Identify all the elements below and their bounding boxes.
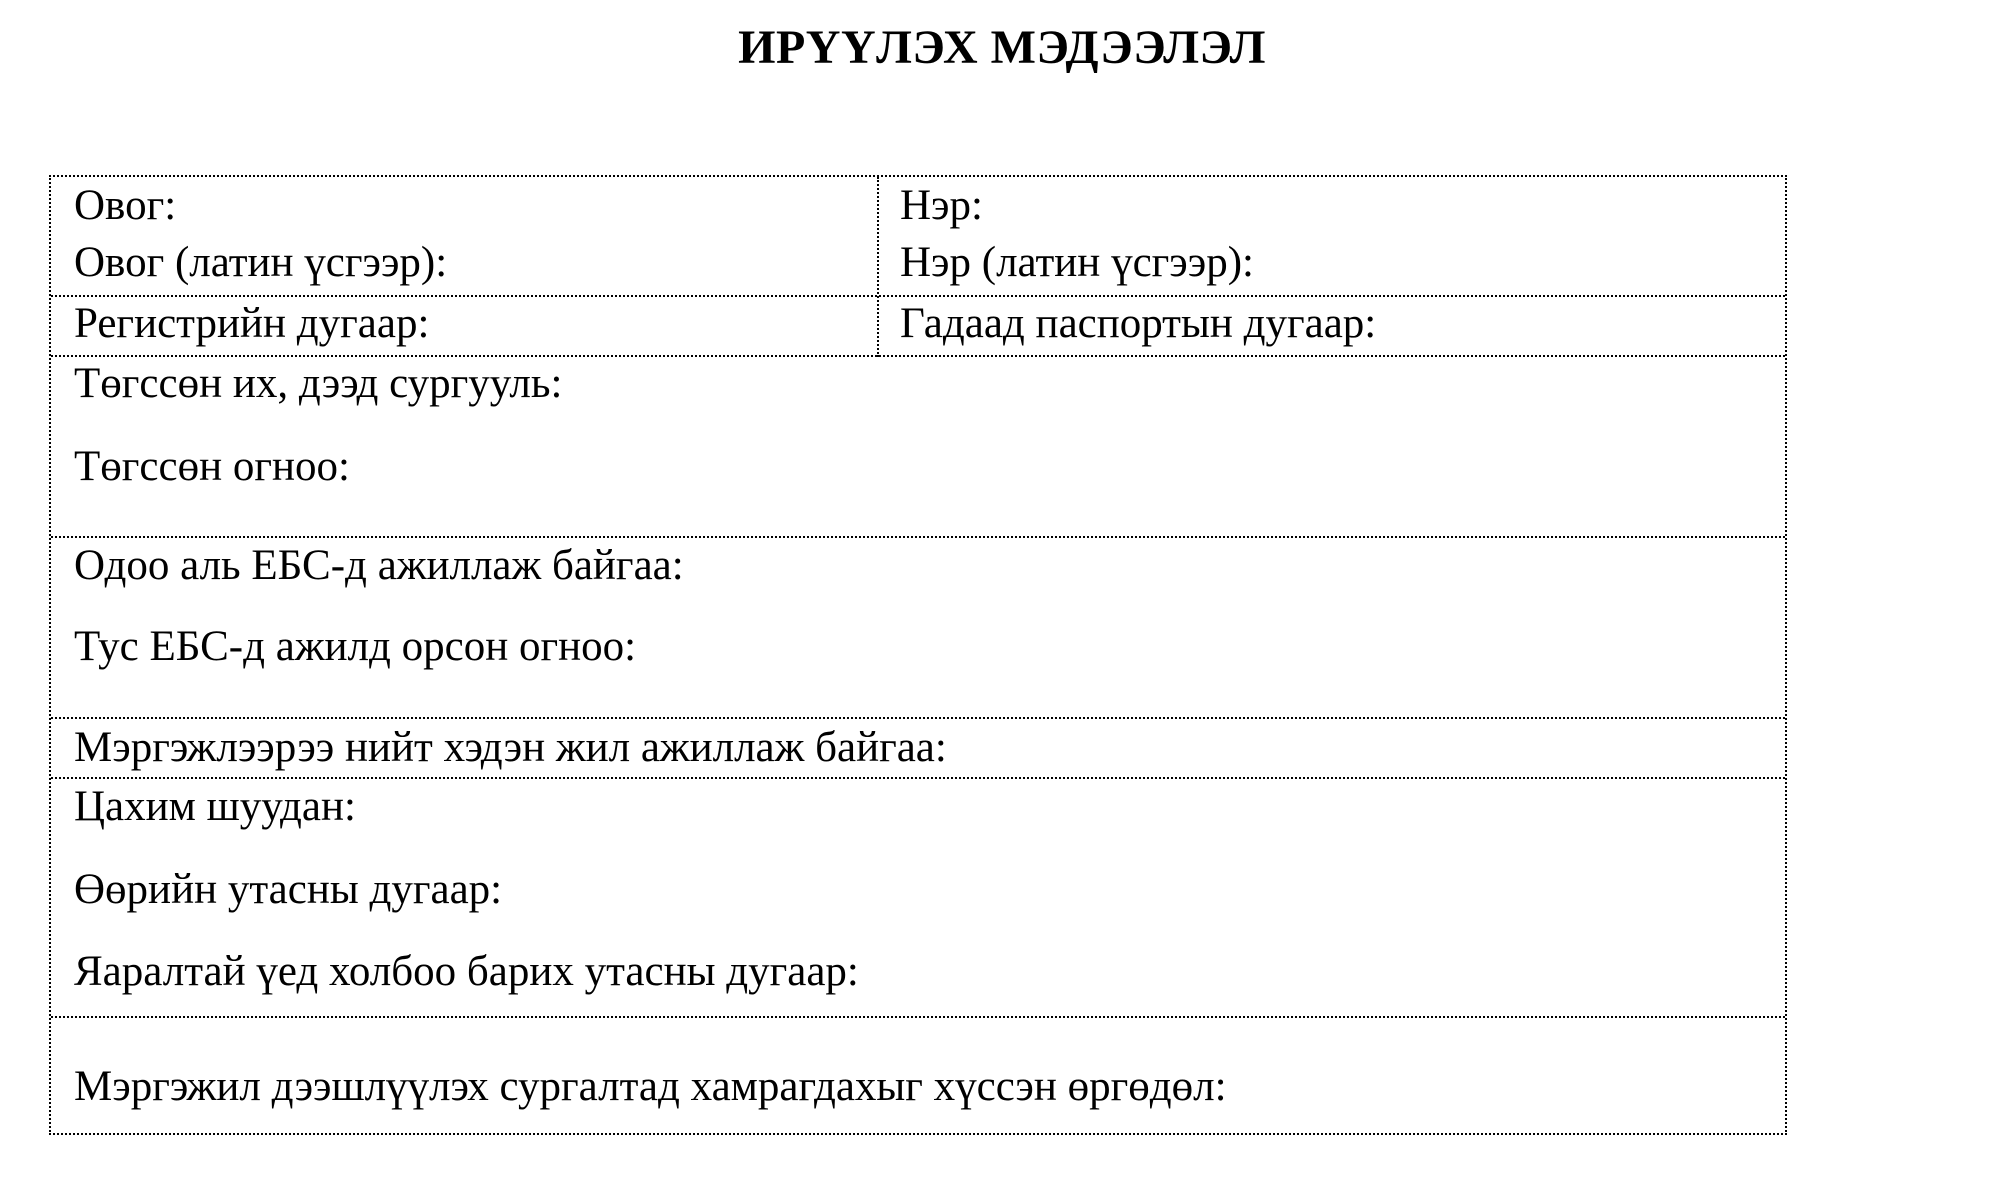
row-divider-6 bbox=[51, 1016, 1785, 1018]
field-surname-latin[interactable] bbox=[74, 236, 447, 290]
surname-label: Овог: bbox=[74, 182, 177, 229]
field-passport-number[interactable] bbox=[900, 297, 1376, 351]
given-name-latin-label: Нэр (латин үсгээр): bbox=[900, 239, 1254, 286]
field-register-number[interactable] bbox=[74, 297, 429, 351]
own-phone-label: Өөрийн утасны дугаар: bbox=[74, 866, 503, 913]
current-school-label: Одоо аль ЕБС-д ажиллаж байгаа: bbox=[74, 542, 684, 589]
training-application-label: Мэргэжил дээшлүүлэх сургалтад хамрагдахыг хүссэн өргөдөл: bbox=[74, 1063, 1227, 1110]
emergency-phone-label: Яаралтай үед холбоо барих утасны дугаар: bbox=[74, 948, 859, 995]
passport-number-label: Гадаад паспортын дугаар: bbox=[900, 300, 1377, 347]
field-own-phone[interactable] bbox=[74, 863, 502, 917]
field-training-application[interactable] bbox=[74, 1060, 1227, 1114]
register-number-label: Регистрийн дугаар: bbox=[74, 300, 430, 347]
field-emergency-phone[interactable] bbox=[74, 945, 859, 999]
row-divider-5 bbox=[51, 777, 1785, 779]
field-surname[interactable] bbox=[74, 179, 176, 233]
surname-latin-label: Овог (латин үсгээр): bbox=[74, 239, 448, 286]
application-form-table bbox=[49, 175, 1787, 1135]
field-graduated-university[interactable] bbox=[74, 357, 562, 411]
field-current-school[interactable] bbox=[74, 539, 684, 593]
row-divider-3 bbox=[51, 536, 1785, 538]
field-total-experience[interactable] bbox=[74, 721, 947, 775]
start-date-label: Тус ЕБС-д ажилд орсон огноо: bbox=[74, 623, 637, 670]
given-name-label: Нэр: bbox=[900, 182, 983, 229]
field-given-name[interactable] bbox=[900, 179, 983, 233]
field-email[interactable] bbox=[74, 780, 356, 834]
field-given-name-latin[interactable] bbox=[900, 236, 1254, 290]
field-start-date[interactable] bbox=[74, 620, 636, 674]
field-graduation-date[interactable] bbox=[74, 440, 350, 494]
total-experience-label: Мэргэжлээрээ нийт хэдэн жил ажиллаж байгаа: bbox=[74, 724, 947, 771]
email-label: Цахим шуудан: bbox=[74, 783, 356, 830]
graduation-date-label: Төгссөн огноо: bbox=[74, 443, 350, 490]
row-divider-4 bbox=[51, 717, 1785, 719]
document-title: ИРҮҮЛЭХ МЭДЭЭЛЭЛ bbox=[738, 21, 1266, 74]
column-divider-upper bbox=[877, 177, 879, 357]
graduated-university-label: Төгссөн их, дээд сургууль: bbox=[74, 360, 563, 407]
